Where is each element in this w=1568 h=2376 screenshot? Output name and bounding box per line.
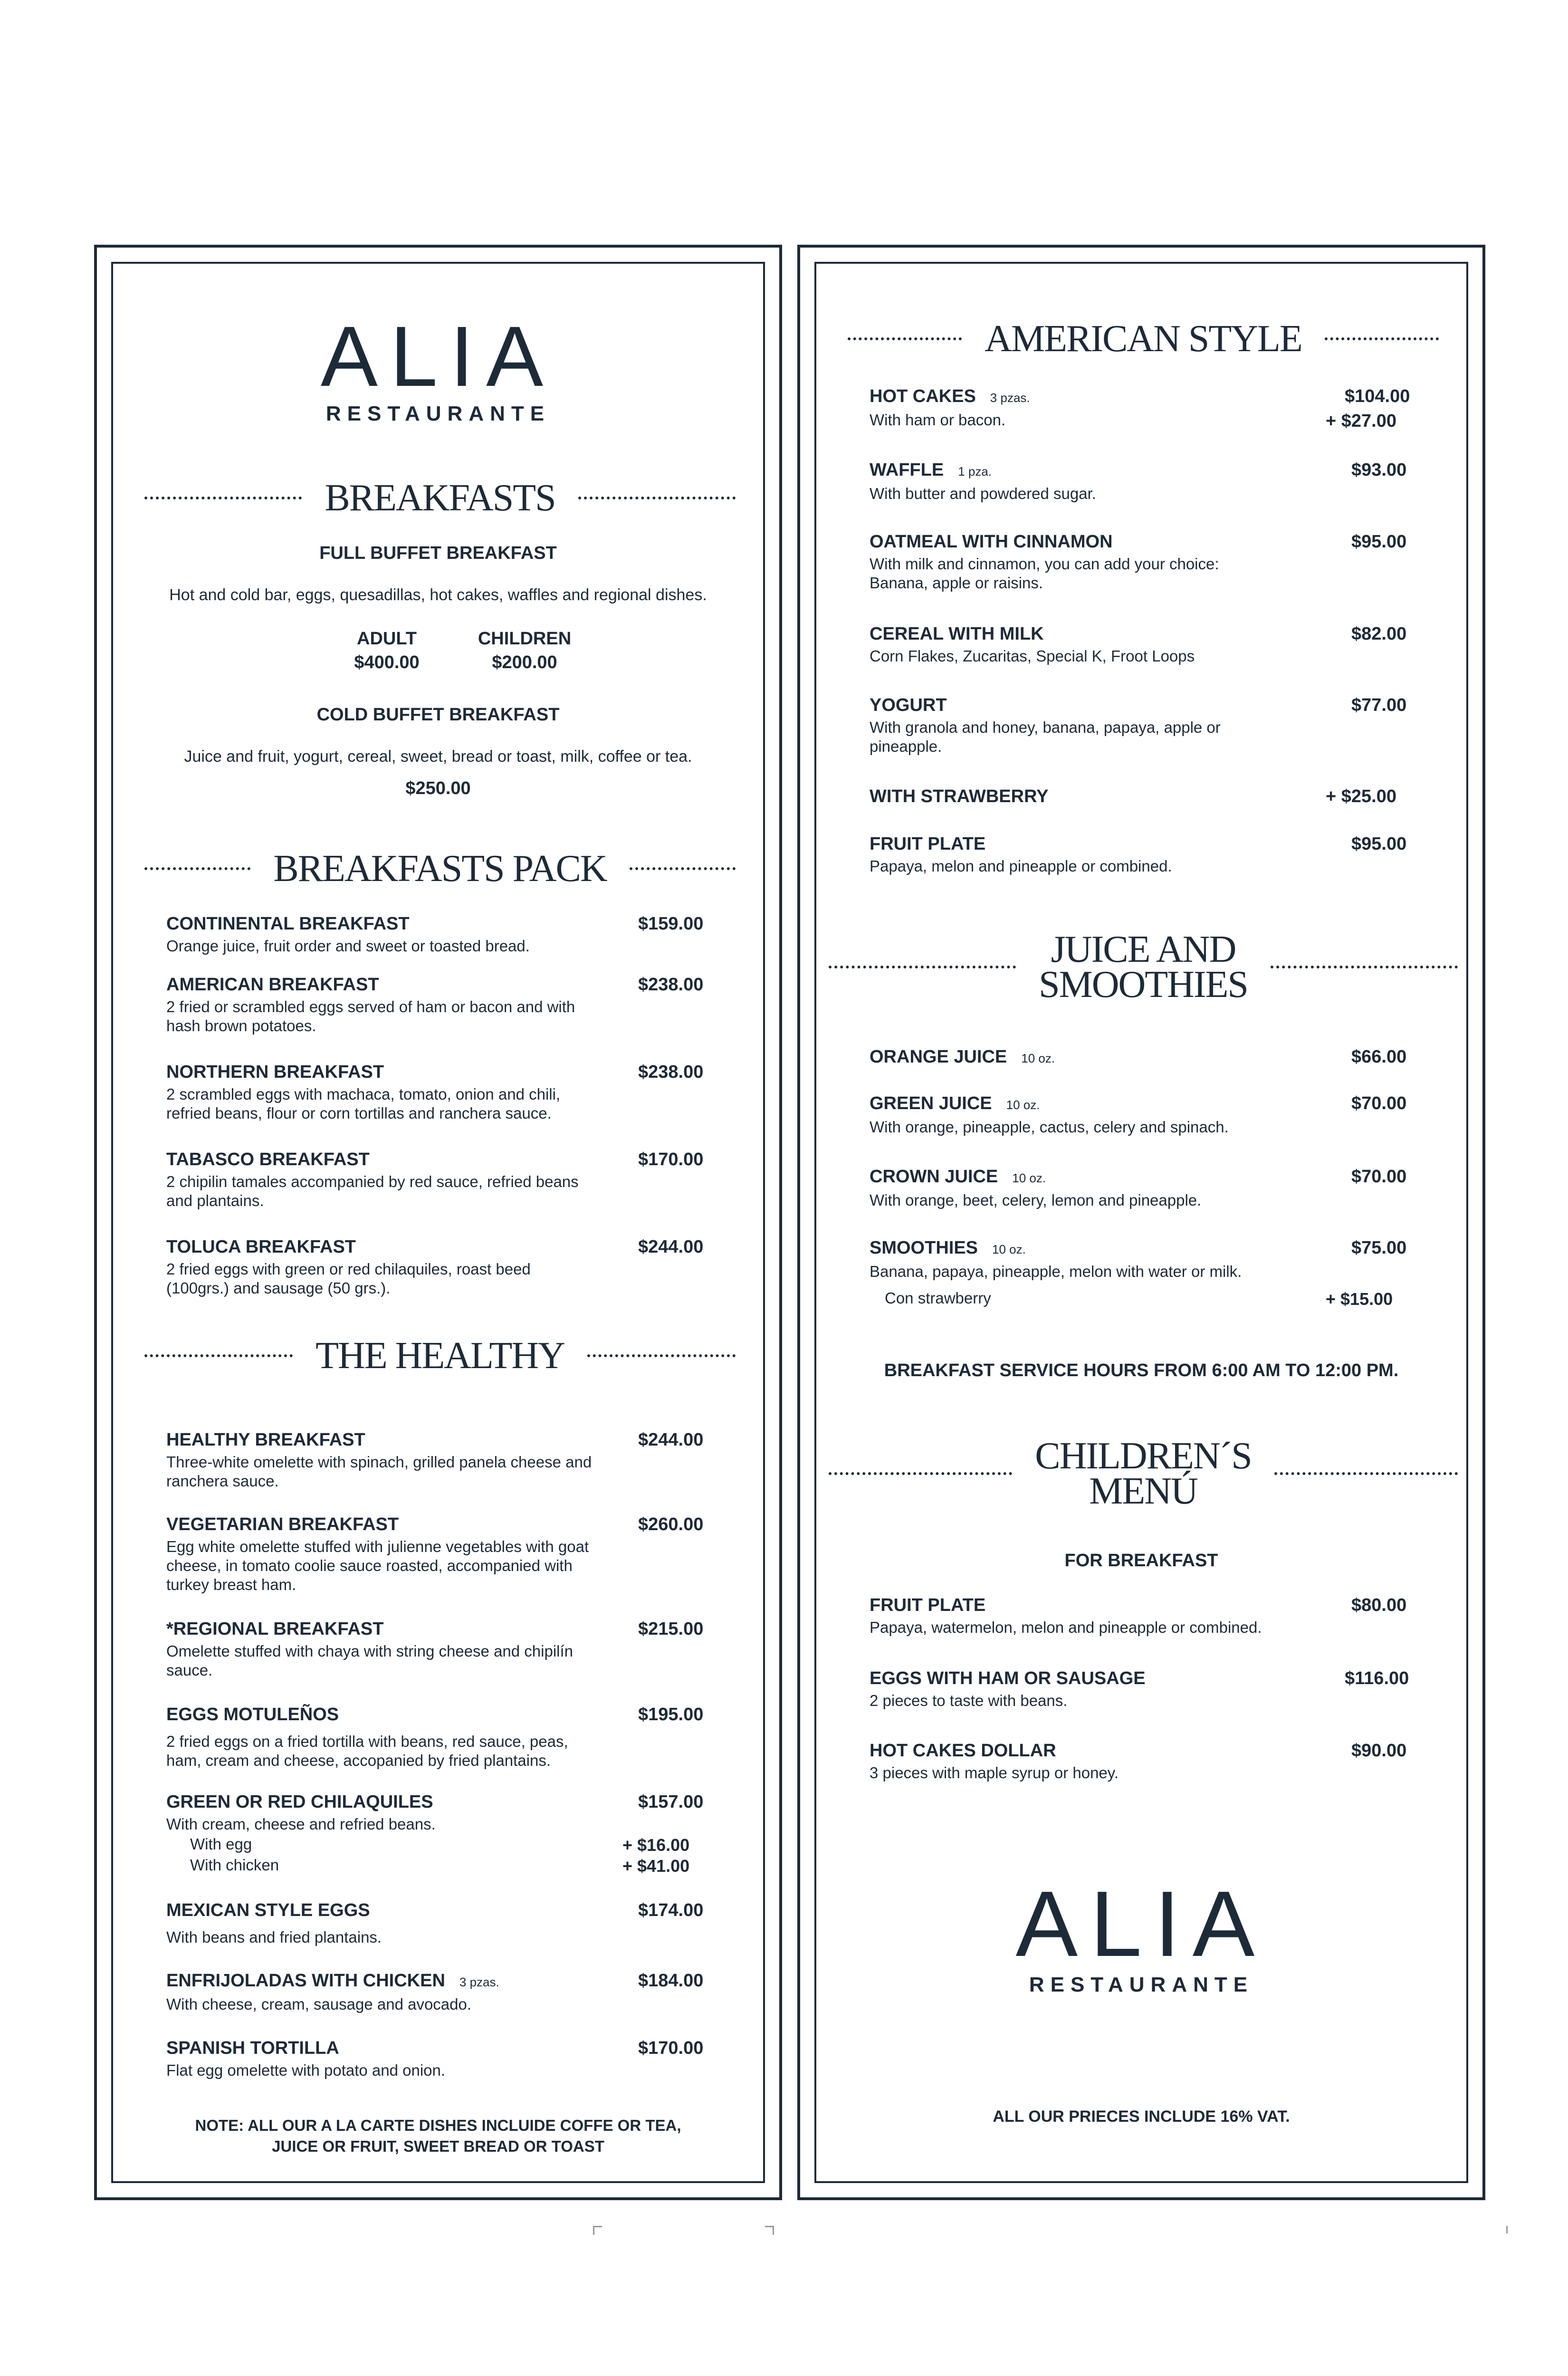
menu-item-kids-eggs [870,1667,1416,1710]
dotted-rule [144,867,250,870]
item-price: $174.00 [638,1900,704,1920]
item-desc: 3 pieces with maple syrup or honey. [870,1764,1119,1782]
menu-item-fruit-plate [870,833,1416,876]
crop-mark [765,2226,774,2235]
item-price: $170.00 [638,1150,704,1169]
item-desc: Egg white omelette stuffed with julienne vegetables with goat cheese, in tomato coolie sauce roasted, accompanied with turkey breast ham. [166,1538,589,1593]
vat-note: ALL OUR PRIECES INCLUDE 16% VAT. [993,2108,1290,2126]
item-size: 10 oz. [992,1242,1026,1256]
menu-item-tabasco [166,1149,704,1210]
item-price: $260.00 [638,1514,704,1534]
section-header-children [829,1435,1458,1512]
item-desc: 2 fried eggs with green or red chilaquiles, roast beed (100grs.) and sausage (50 grs.). [166,1260,531,1297]
menu-item-smoothies [870,1237,1416,1309]
item-name-text: CROWN JUICE [870,1167,998,1187]
dotted-rule [829,966,1016,968]
dotted-rule [578,497,736,499]
section-title: BREAKFASTS [325,477,555,519]
dotted-rule [1271,966,1458,968]
service-hours: BREAKFAST SERVICE HOURS FROM 6:00 AM TO 12:00 PM. [884,1360,1399,1380]
menu-item-regional [166,1618,704,1680]
item-price: $70.00 [1351,1167,1407,1187]
item-price: $195.00 [638,1705,704,1725]
item-desc: With milk and cinnamon, you can add your choice: Banana, apple or raisins. [870,555,1219,592]
menu-item-continental [166,913,704,956]
item-name-text: ORANGE JUICE [870,1047,1007,1067]
menu-item-mexican-eggs [166,1899,704,1947]
extra-label: With egg [190,1835,252,1853]
item-price: $238.00 [638,1062,704,1082]
item-desc: With cream, cheese and refried beans. [166,1815,436,1833]
item-name: GREEN OR RED CHILAQUILES [166,1792,433,1812]
item-name [870,1092,1416,1116]
extra-option [166,1855,690,1876]
dotted-rule [848,337,962,340]
brand-logo-bottom [800,1872,1482,1996]
menu-item-waffle [870,459,1416,503]
adult-price: $400.00 [354,652,420,672]
item-name: MEXICAN STYLE EGGS [166,1900,370,1920]
title-line: MENÚ [1089,1470,1197,1512]
item-name [870,459,1416,482]
item-price: $70.00 [1351,1093,1407,1113]
extra-option [870,1288,1416,1309]
menu-item-motulenos [166,1704,704,1770]
crop-mark [1506,2226,1515,2233]
children-label: CHILDREN [478,629,572,649]
item-price: $184.00 [638,1971,704,1991]
item-name [870,1166,1416,1189]
item-desc: 2 pieces to taste with beans. [870,1692,1068,1709]
item-desc: Corn Flakes, Zucaritas, Special K, Froot Loops [870,647,1195,665]
dotted-rule [587,1354,736,1357]
item-price: $95.00 [1351,532,1407,552]
item-name: OATMEAL WITH CINNAMON [870,532,1113,552]
item-desc: Banana, papaya, pineapple, melon with water or milk. [870,1263,1242,1280]
menu-item-enfrijoladas [166,1970,704,2014]
item-desc: 2 fried eggs on a fried tortilla with beans, red sauce, peas, ham, cream and cheese, accopanied by fried plantains. [166,1733,568,1769]
item-name [870,1046,1416,1069]
item-desc: With orange, beet, celery, lemon and pineapple. [870,1191,1202,1209]
item-name: SPANISH TORTILLA [166,2038,339,2058]
item-price: $80.00 [1351,1595,1407,1615]
dotted-rule [1325,337,1439,340]
item-name: *REGIONAL BREAKFAST [166,1619,384,1639]
brand-subtitle: RESTAURANTE [325,402,551,425]
item-size: 10 oz. [1006,1098,1040,1112]
section-header-juice [829,929,1458,1006]
cold-buffet-desc: Juice and fruit, yogurt, cereal, sweet, bread or toast, milk, coffee or tea. [184,747,692,766]
item-name: YOGURT [870,695,947,715]
right-menu-panel [797,245,1485,2200]
note-line: NOTE: ALL OUR A LA CARTE DISHES INCLUIDE COFFE OR TEA, [195,2117,681,2134]
item-price: $77.00 [1351,695,1407,715]
menu-item-crown-juice [870,1166,1416,1210]
item-desc: Three-white omelette with spinach, grilled panela cheese and ranchera sauce. [166,1453,592,1490]
left-menu-panel [94,245,782,2200]
item-extra-price: + $27.00 [1326,411,1396,431]
extra-price: + $41.00 [622,1856,690,1876]
section-title: THE HEALTHY [316,1335,564,1377]
item-price: $116.00 [1345,1668,1409,1688]
dotted-rule [829,1472,1012,1475]
menu-item-american [166,974,704,1035]
menu-item-cereal [870,623,1416,666]
extra-price: + $16.00 [622,1835,690,1855]
menu-item-yogurt [870,694,1416,756]
section-title [1012,1435,1274,1512]
item-desc: Papaya, watermelon, melon and pineapple or combined. [870,1619,1262,1636]
item-price: $82.00 [1351,624,1407,644]
brand-subtitle: RESTAURANTE [1029,1973,1254,1996]
full-buffet-desc: Hot and cold bar, eggs, quesadillas, hot cakes, waffles and regional dishes. [169,586,707,604]
a-la-carte-note [125,2115,751,2157]
cold-buffet-name: COLD BUFFET BREAKFAST [316,705,560,725]
item-price: $170.00 [638,2038,704,2058]
menu-item-green-juice [870,1092,1416,1137]
item-price: $93.00 [1351,460,1407,480]
extra-label: With chicken [190,1856,279,1874]
item-name: HOT CAKES DOLLAR [870,1741,1056,1761]
item-name-text: ENFRIJOLADAS WITH CHICKEN [166,1971,445,1991]
item-price: $157.00 [638,1792,704,1812]
item-size: 10 oz. [1021,1051,1055,1065]
item-desc: With beans and fried plantains. [166,1928,382,1946]
menu-item-kids-hot-cakes [870,1740,1416,1782]
item-desc: 2 scrambled eggs with machaca, tomato, onion and chili, refried beans, flour or corn tortillas and ranchera sauce. [166,1085,561,1122]
menu-item-orange-juice [870,1046,1416,1069]
item-desc: With orange, pineapple, cactus, celery and spinach. [870,1118,1229,1136]
item-name [870,1237,1416,1260]
menu-item-toluca [166,1236,704,1298]
item-name: TOLUCA BREAKFAST [166,1237,356,1257]
item-price: $244.00 [638,1237,704,1257]
menu-item-oatmeal [870,531,1416,593]
item-name: NORTHERN BREAKFAST [166,1062,384,1082]
item-desc: With ham or bacon. [870,411,1006,429]
menu-item-vegetarian [166,1514,704,1594]
item-price: $66.00 [1351,1047,1407,1067]
item-desc: With butter and powdered sugar. [870,485,1096,502]
item-name: AMERICAN BREAKFAST [166,975,379,995]
full-buffet-name: FULL BUFFET BREAKFAST [319,543,557,563]
item-desc: 2 chipilin tamales accompanied by red sauce, refried beans and plantains. [166,1173,579,1209]
title-line: SMOOTHIES [1039,964,1248,1006]
item-price: $159.00 [638,914,704,934]
note-line: JUICE OR FRUIT, SWEET BREAD OR TOAST [272,2137,604,2155]
item-name: CEREAL WITH MILK [870,624,1044,644]
item-name: FRUIT PLATE [870,834,986,854]
item-name: WITH STRAWBERRY [870,786,1049,806]
item-name: HEALTHY BREAKFAST [166,1430,365,1450]
title-line: JUICE AND [1051,929,1236,970]
item-size: 10 oz. [1012,1171,1046,1185]
crop-mark [593,2226,602,2235]
item-name-text: GREEN JUICE [870,1093,992,1113]
item-price: $104.00 [1345,386,1410,406]
dotted-rule [144,497,302,499]
item-name-text: WAFFLE [870,460,944,480]
item-desc: With granola and honey, banana, papaya, apple or pineapple. [870,719,1221,755]
item-price: $215.00 [638,1619,704,1639]
children-price: $200.00 [492,652,557,672]
adult-label: ADULT [357,629,417,649]
section-header-healthy [144,1335,736,1377]
item-desc: With cheese, cream, sausage and avocado. [166,1995,472,2013]
menu-item-with-strawberry [870,786,1416,807]
item-name: CONTINENTAL BREAKFAST [166,914,410,934]
extra-label: Con strawberry [885,1289,991,1307]
menu-item-spanish-tortilla [166,2037,704,2080]
item-price: $75.00 [1351,1238,1407,1258]
dotted-rule [1274,1472,1458,1475]
section-header-breakfasts [144,477,736,519]
title-line: CHILDREN´S [1035,1435,1252,1477]
dotted-rule [630,867,736,870]
item-name: TABASCO BREAKFAST [166,1150,370,1169]
brand-logo-top [97,309,779,425]
children-subtitle: FOR BREAKFAST [1064,1551,1218,1571]
item-name-text: SMOOTHIES [870,1238,978,1258]
item-desc: Flat egg omelette with potato and onion. [166,2061,446,2079]
item-name [870,385,1416,409]
section-header-american [848,318,1439,360]
extra-price: + $15.00 [1326,1289,1393,1309]
menu-item-chilaquiles [166,1791,704,1876]
section-header-breakfasts-pack [144,848,736,890]
item-desc: Orange juice, fruit order and sweet or toasted bread. [166,937,530,955]
item-desc: Omelette stuffed with chaya with string cheese and chipilín sauce. [166,1642,574,1679]
extra-option [166,1834,690,1855]
item-desc: 2 fried or scrambled eggs served of ham or bacon and with hash brown potatoes. [166,998,575,1035]
item-size: 3 pzas. [990,391,1030,405]
item-price: $90.00 [1351,1741,1407,1761]
section-title: BREAKFASTS PACK [273,848,607,890]
menu-item-healthy [166,1429,704,1491]
item-name: VEGETARIAN BREAKFAST [166,1514,399,1534]
item-name [166,1970,594,1993]
item-price: $95.00 [1351,834,1407,854]
item-name: FRUIT PLATE [870,1595,986,1615]
item-price: $244.00 [638,1430,704,1450]
menu-item-northern [166,1061,704,1123]
menu-item-kids-fruit-plate [870,1594,1416,1637]
dotted-rule [144,1354,293,1357]
item-desc: Papaya, melon and pineapple or combined. [870,857,1172,875]
item-size: 1 pza. [958,464,992,479]
item-name-text: HOT CAKES [870,386,976,406]
section-title [1016,929,1271,1006]
item-name: EGGS WITH HAM OR SAUSAGE [870,1668,1146,1688]
item-price: $238.00 [638,975,704,995]
cold-buffet-price: $250.00 [405,778,471,798]
menu-item-hot-cakes [870,385,1416,430]
brand-name: ALIA [1015,1872,1267,1976]
item-price: + $25.00 [1326,786,1396,806]
item-name: EGGS MOTULEÑOS [166,1705,339,1725]
section-title: AMERICAN STYLE [985,318,1302,360]
brand-name: ALIA [320,309,556,404]
item-size: 3 pzas. [459,1975,499,1989]
